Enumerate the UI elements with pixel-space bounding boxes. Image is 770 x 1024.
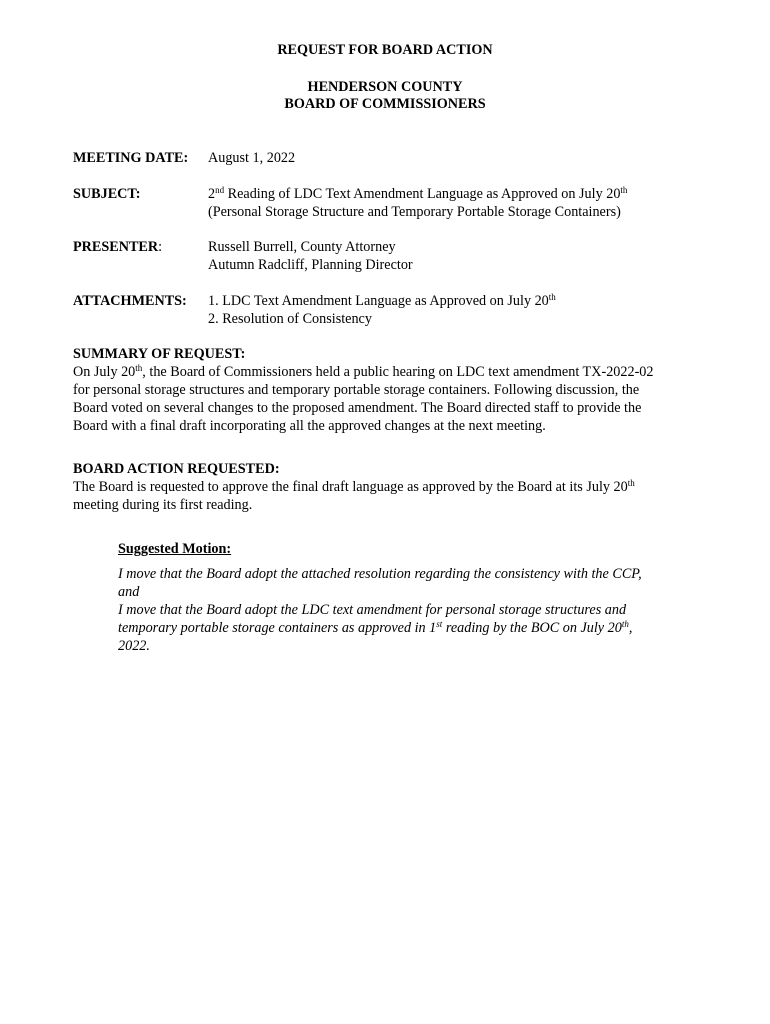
- summary-line-4: Board with a final draft incorporating all the approved changes at the next meeting.: [73, 418, 546, 434]
- presenter-label: PRESENTER:: [73, 239, 163, 255]
- motion-line-5: 2022.: [118, 638, 150, 654]
- presenter-line-1: Russell Burrell, County Attorney: [208, 239, 396, 255]
- board-action-line-1: The Board is requested to approve the final draft language as approved by the Board at its July 20th: [73, 478, 635, 495]
- meeting-date-value: August 1, 2022: [208, 150, 296, 166]
- board-name: BOARD OF COMMISSIONERS: [284, 96, 486, 112]
- summary-line-1: On July 20th, the Board of Commissioners held a public hearing on LDC text amendment TX-2022-02: [73, 363, 654, 380]
- motion-line-1: I move that the Board adopt the attached resolution regarding the consistency with the CCP,: [118, 566, 642, 582]
- motion-line-4: temporary portable storage containers as approved in 1st reading by the BOC on July 20th,: [118, 619, 633, 636]
- motion-line-2: and: [118, 584, 140, 600]
- document-title: REQUEST FOR BOARD ACTION: [277, 42, 493, 58]
- suggested-motion-title: Suggested Motion:: [118, 541, 232, 557]
- subject-label: SUBJECT:: [73, 186, 141, 202]
- presenter-line-2: Autumn Radcliff, Planning Director: [208, 257, 413, 273]
- summary-line-2: for personal storage structures and temporary portable storage containers. Following discussion, the: [73, 382, 640, 398]
- summary-heading: SUMMARY OF REQUEST:: [73, 346, 246, 362]
- subject-line-1: 2nd Reading of LDC Text Amendment Language as Approved on July 20th: [208, 185, 628, 202]
- summary-line-3: Board voted on several changes to the proposed amendment. The Board directed staff to provide the: [73, 400, 642, 416]
- board-action-heading: BOARD ACTION REQUESTED:: [73, 461, 280, 477]
- attachment-item-2: 2. Resolution of Consistency: [208, 311, 372, 327]
- board-action-line-2: meeting during its first reading.: [73, 497, 253, 513]
- subject-line-2: (Personal Storage Structure and Temporary Portable Storage Containers): [208, 204, 621, 220]
- motion-line-3: I move that the Board adopt the LDC text amendment for personal storage structures and: [118, 602, 627, 618]
- attachments-label: ATTACHMENTS:: [73, 293, 187, 309]
- attachment-item-1: 1. LDC Text Amendment Language as Approved on July 20th: [208, 292, 556, 309]
- county-name: HENDERSON COUNTY: [307, 79, 463, 95]
- meeting-date-label: MEETING DATE:: [73, 150, 189, 166]
